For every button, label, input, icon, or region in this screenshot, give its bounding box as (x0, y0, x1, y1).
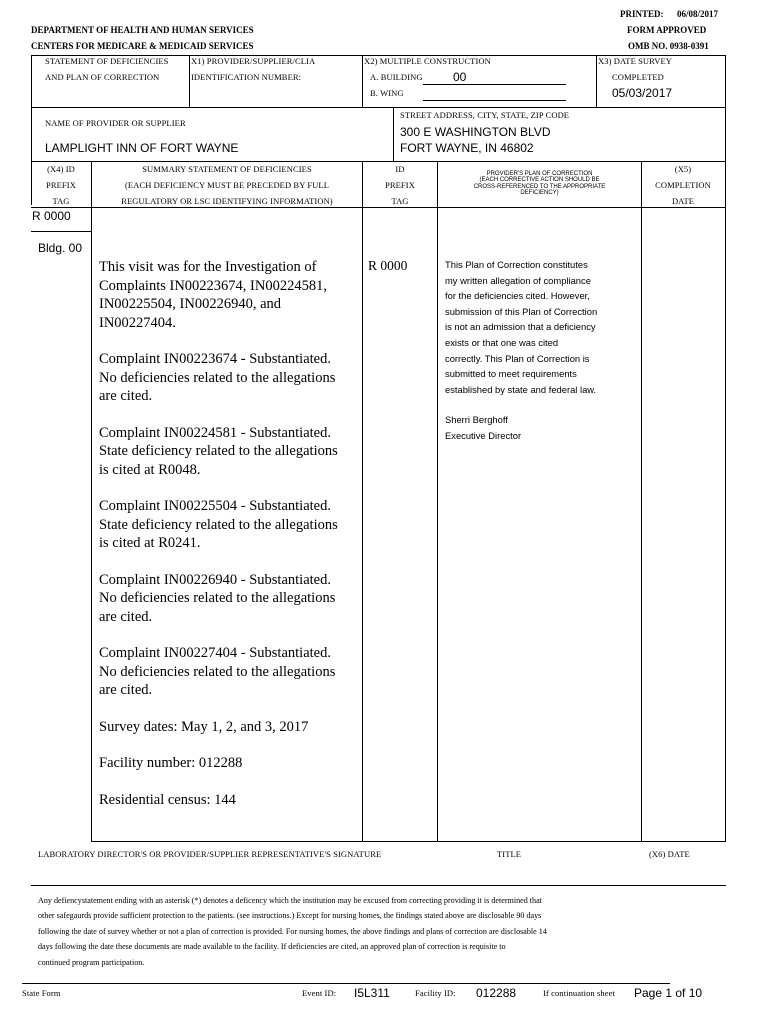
poc-line: established by state and federal law. (445, 383, 597, 395)
summary-heading-line2: (EACH DEFICIENCY MUST BE PRECEDED BY FULL (124, 180, 330, 190)
x4-prefix-label: PREFIX (46, 180, 76, 190)
completed-label: COMPLETED (612, 72, 664, 82)
text-line: No deficiencies related to the allegations (99, 590, 336, 606)
identification-label: IDENTIFICATION NUMBER: (191, 72, 302, 82)
x2-label: X2) MULTIPLE CONSTRUCTION (364, 56, 491, 66)
x4-id-label: (X4) ID (47, 164, 75, 174)
disclaimer-line: days following the date these documents are made available to the facility. If deficiencies are cited, an approved plan of correction is requisite to (38, 942, 506, 952)
x5-label: (X5) (674, 164, 692, 174)
paragraph-investigation (99, 258, 361, 332)
event-id-label: Event ID: (302, 988, 337, 998)
poc-line: for the deficiencies cited. However, (445, 290, 590, 302)
poc-heading-line1: PROVIDER'S PLAN OF CORRECTION (486, 171, 593, 177)
disclaimer-line: other safegaurds provide sufficient protection to the patients. (see instructions.) Except for nursing homes, the findings stated above are disclosable 90 days (38, 911, 542, 921)
text-line: Complaint IN00223674 - Substantiated. (99, 351, 331, 367)
wing-label: B. WING (370, 88, 404, 98)
text-line: No deficiencies related to the allegations (99, 369, 336, 386)
plan-of-correction (445, 257, 640, 444)
prefix-label: PREFIX (385, 180, 415, 190)
paragraph-complaint-227404 (99, 644, 361, 700)
id-label: ID (395, 164, 405, 174)
summary-heading-line3: REGULATORY OR LSC IDENTIFYING INFORMATION) (121, 196, 333, 206)
text-line: State deficiency related to the allegations (99, 443, 338, 459)
provider-name: LAMPLIGHT INN OF FORT WAYNE (45, 141, 239, 155)
x4-tag-label: TAG (52, 196, 70, 206)
address-line2: FORT WAYNE, IN 46802 (400, 141, 534, 155)
disclaimer-line: continued program participation. (38, 957, 145, 967)
form-approved: FORM APPROVED (627, 25, 707, 35)
poc-heading (438, 171, 641, 197)
text-line: are cited. (99, 608, 153, 625)
disclaimer-line: following the date of survey whether or not a plan of correction is provided. For nursing homes, the above findings and plans of correction are disclosable 14 (38, 926, 547, 936)
x1-label: X1) PROVIDER/SUPPLIER/CLIA (191, 56, 316, 66)
provider-label: NAME OF PROVIDER OR SUPPLIER (45, 118, 186, 128)
poc-line: correctly. This Plan of Correction is (445, 352, 590, 364)
building-value: 00 (453, 70, 467, 84)
poc-heading-line2: (EACH CORRECTIVE ACTION SHOULD BE (479, 177, 600, 184)
building-label: A. BUILDING (370, 72, 423, 82)
tag-label: TAG (391, 196, 409, 206)
continuation-label: If continuation sheet (543, 988, 615, 998)
date-completed: 05/03/2017 (612, 86, 673, 100)
text-line: Complaint IN00225504 - Substantiated. (99, 498, 331, 514)
date-label: DATE (671, 196, 695, 206)
right-tag: R 0000 (368, 258, 408, 273)
text-line: Complaint IN00227404 - Substantiated. (99, 645, 331, 661)
signer-name: Sherri Berghoff (445, 414, 508, 426)
state-form-label: State Form (22, 988, 61, 998)
poc-line: my written allegation of compliance (445, 274, 591, 286)
address-line1: 300 E WASHINGTON BLVD (400, 125, 551, 139)
poc-line: submitted to meet requirements (445, 368, 577, 380)
text-line: is cited at R0241. (99, 535, 201, 551)
text-line: Complaints IN00223674, IN00224581, (99, 277, 327, 294)
address-label: STREET ADDRESS, CITY, STATE, ZIP CODE (400, 110, 570, 120)
poc-line: submission of this Plan of Correction (445, 305, 598, 317)
printed-label: PRINTED: (620, 9, 664, 19)
building-tag: Bldg. 00 (38, 241, 83, 255)
signature-label: LABORATORY DIRECTOR'S OR PROVIDER/SUPPLIER REPRESENTATIVE'S SIGNATURE (38, 849, 382, 859)
text-line: are cited. (99, 388, 153, 404)
poc-line: exists or that one was cited (445, 336, 559, 348)
text-line: Complaint IN00226940 - Substantiated. (99, 571, 331, 588)
statement-label-line2: AND PLAN OF CORRECTION (45, 72, 160, 82)
text-line: No deficiencies related to the allegations (99, 663, 336, 680)
facility-number: Facility number: 012288 (99, 755, 243, 771)
text-line: IN00227404. (99, 314, 176, 331)
residential-census: Residential census: 144 (99, 791, 236, 808)
text-line: This visit was for the Investigation of (99, 259, 317, 275)
summary-statement (99, 258, 361, 809)
title-label: TITLE (497, 849, 522, 859)
paragraph-complaint-223674 (99, 350, 361, 406)
text-line: are cited. (99, 682, 153, 698)
disclaimer (38, 893, 728, 970)
page-number: Page 1 of 10 (634, 986, 703, 1000)
summary-heading-line1: SUMMARY STATEMENT OF DEFICIENCIES (142, 164, 312, 174)
text-line: Complaint IN00224581 - Substantiated. (99, 424, 331, 441)
event-id: I5L311 (354, 986, 390, 1000)
text-line: IN00225504, IN00226940, and (99, 296, 282, 312)
text-line: State deficiency related to the allegations (99, 516, 338, 533)
x6-date-label: (X6) DATE (649, 849, 690, 859)
facility-id-label: Facility ID: (415, 988, 456, 998)
statement-label-line1: STATEMENT OF DEFICIENCIES (45, 56, 169, 66)
x3-label: X3) DATE SURVEY (598, 56, 673, 66)
paragraph-complaint-225504 (99, 497, 361, 553)
department-name: DEPARTMENT OF HEALTH AND HUMAN SERVICES (31, 25, 254, 35)
signer-title: Executive Director (445, 429, 522, 441)
disclaimer-line: Any defiencystatement ending with an asterisk (*) denotes a deficency which the institution may be excused from correcting providing it is determined that (38, 896, 542, 905)
text-line: is cited at R0048. (99, 461, 201, 478)
paragraph-complaint-224581 (99, 424, 361, 480)
poc-heading-line3: CROSS-REFERENCED TO THE APPROPRIATE (473, 183, 606, 190)
omb-number: OMB NO. 0938-0391 (628, 41, 709, 51)
completion-label: COMPLETION (655, 180, 711, 190)
poc-line: This Plan of Correction constitutes (445, 259, 588, 270)
facility-id: 012288 (476, 986, 517, 1000)
poc-heading-line4: DEFICIENCY) (520, 190, 559, 197)
survey-dates: Survey dates: May 1, 2, and 3, 2017 (99, 718, 309, 735)
poc-line: is not an admission that a deficiency (445, 321, 596, 333)
left-tag: R 0000 (32, 209, 71, 223)
agency-name: CENTERS FOR MEDICARE & MEDICAID SERVICES (31, 41, 254, 51)
paragraph-complaint-226940 (99, 571, 361, 627)
printed-date: 06/08/2017 (677, 9, 719, 19)
